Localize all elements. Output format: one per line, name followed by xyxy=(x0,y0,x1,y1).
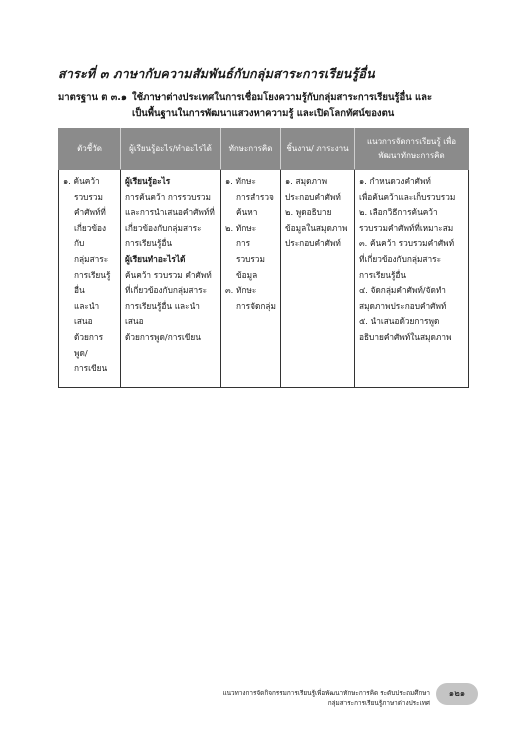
footer-subject: กลุ่มสาระการเรียนรู้ภาษาต่างประเทศ xyxy=(327,699,430,707)
task-line: ๑. สมุดภาพ xyxy=(285,176,328,186)
header-thinking-skill: ทักษะการคิด xyxy=(221,129,281,170)
header-task: ชิ้นงาน/ ภาระงาน xyxy=(281,129,355,170)
task-line: ๒. พูดอธิบาย xyxy=(285,207,332,218)
indicator-line: กลุ่มสาระ xyxy=(74,253,109,264)
table-header-row xyxy=(59,129,469,170)
indicator-line: ด้วยการพูด/ xyxy=(74,331,104,358)
learning-line: ค้นคว้า รวบรวม คำศัพท์ xyxy=(125,269,212,280)
skill-line: ๒. ทักษะ xyxy=(225,222,257,233)
page-number-badge: ๑๒๑ xyxy=(436,683,478,705)
learning-line: การเรียนรู้อื่น xyxy=(125,238,173,249)
learning-line: การเรียนรู้อื่น และนำเสนอ xyxy=(125,300,200,327)
skill-line: ๑. ทักษะ xyxy=(225,176,256,186)
learning-line: และการนำเสนอคำศัพท์ที่ xyxy=(125,207,215,218)
indicator-line: การเขียน xyxy=(74,363,108,374)
task-line: ประกอบคำศัพท์ xyxy=(285,191,341,202)
learning-line: การค้นคว้า การรวบรวม xyxy=(125,191,211,202)
indicator-line: ๑. ค้นคว้า xyxy=(63,176,100,186)
page-footer xyxy=(200,688,430,708)
learning-heading-can-do: ผู้เรียนทำอะไรได้ xyxy=(125,253,186,264)
strand-title: สาระที่ ๓ ภาษากับความสัมพันธ์กับกลุ่มสาระการเรียนรู้อื่น xyxy=(58,66,375,81)
skill-line: การจัดกลุ่ม xyxy=(236,300,276,311)
indicator-line: และนำเสนอ xyxy=(74,300,100,327)
cell-approach xyxy=(355,170,469,388)
skill-line: ข้อมูล xyxy=(236,269,258,280)
skill-line: การรวบรวม xyxy=(236,238,265,264)
standard-text-line1: ใช้ภาษาต่างประเทศในการเชื่อมโยงความรู้กับกลุ่มสาระการเรียนรู้อื่น และ xyxy=(132,92,433,103)
standard-code: มาตรฐาน ต ๓.๑ xyxy=(58,92,127,103)
header-learning: ผู้เรียนรู้อะไร/ทำอะไรได้ xyxy=(121,129,221,170)
cell-task xyxy=(281,170,355,388)
approach-line: การเรียนรู้อื่น xyxy=(359,269,407,280)
approach-line: ๔. จัดกลุ่มคำศัพท์/จัดทำ xyxy=(359,285,446,296)
approach-line: สมุดภาพประกอบคำศัพท์ xyxy=(359,300,447,311)
cell-learning xyxy=(121,170,221,388)
skill-line: การสำรวจ xyxy=(236,191,274,202)
header-approach: แนวการจัดการเรียนรู้ เพื่อพัฒนาทักษะการคิด xyxy=(355,129,469,170)
task-line: ข้อมูลในสมุดภาพ xyxy=(285,222,348,233)
footer-book-title: แนวทางการจัดกิจกรรมการเรียนรู้เพื่อพัฒนาทักษะการคิด ระดับประถมศึกษา xyxy=(222,689,430,697)
cell-indicator xyxy=(59,170,121,388)
table-row xyxy=(59,170,469,388)
approach-line: ๕. นำเสนอด้วยการพูด xyxy=(359,316,440,327)
indicator-table xyxy=(58,128,469,388)
standard-text-line2: เป็นพื้นฐานในการพัฒนาแสวงหาความรู้ และเปิดโลกทัศน์ของตน xyxy=(132,108,395,119)
indicator-line: รวบรวม xyxy=(74,191,103,202)
approach-line: ๑. กำหนดวงคำศัพท์ xyxy=(359,176,431,186)
learning-line: ที่เกี่ยวข้องกับกลุ่มสาระ xyxy=(125,285,208,296)
approach-line: ๓. ค้นคว้า รวบรวมคำศัพท์ xyxy=(359,238,455,249)
learning-line: เกี่ยวข้องกับกลุ่มสาระ xyxy=(125,222,202,233)
skill-line: ค้นหา xyxy=(236,207,258,218)
standard-heading xyxy=(58,90,478,122)
approach-line: เพื่อค้นคว้าและเก็บรวบรวม xyxy=(359,191,456,202)
approach-line: ที่เกี่ยวข้องกับกลุ่มสาระ xyxy=(359,253,442,264)
learning-heading-what: ผู้เรียนรู้อะไร xyxy=(125,176,171,186)
indicator-line: คำศัพท์ที่ xyxy=(74,207,106,218)
header-indicator: ตัวชี้วัด xyxy=(59,129,121,170)
indicator-line: การเรียนรู้อื่น xyxy=(74,269,111,296)
learning-line: ด้วยการพูด/การเขียน xyxy=(125,331,201,342)
approach-line: ๒. เลือกวิธีการค้นคว้า xyxy=(359,207,438,218)
indicator-line: เกี่ยวข้องกับ xyxy=(74,222,107,249)
approach-line: รวบรวมคำศัพท์ที่เหมาะสม xyxy=(359,222,454,233)
task-line: ประกอบคำศัพท์ xyxy=(285,238,341,249)
cell-thinking-skill xyxy=(221,170,281,388)
approach-line: อธิบายคำศัพท์ในสมุดภาพ xyxy=(359,331,452,342)
skill-line: ๓. ทักษะ xyxy=(225,285,257,296)
